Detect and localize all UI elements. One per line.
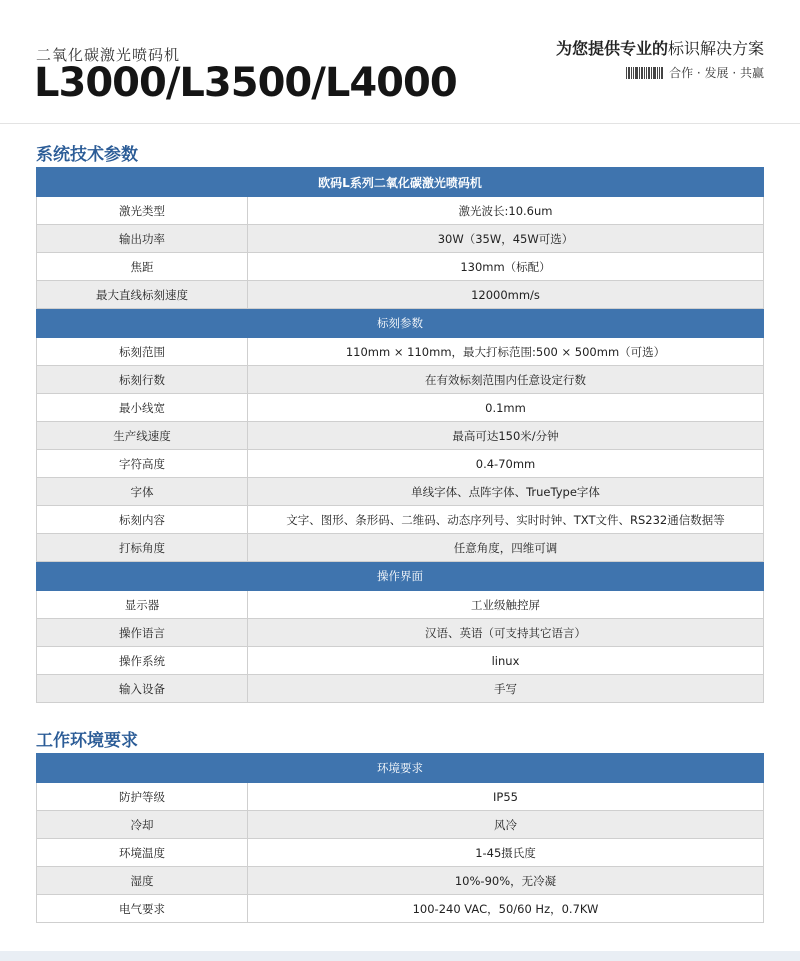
table-row [37, 647, 764, 675]
slogan-bold: 为您提供专业的 [555, 39, 668, 58]
row-label: 电气要求 [37, 895, 248, 923]
table-row [37, 394, 764, 422]
row-label: 最小线宽 [37, 394, 248, 422]
row-value: 任意角度，四维可调 [248, 534, 764, 562]
table-row [37, 867, 764, 895]
row-label: 冷却 [37, 811, 248, 839]
row-label: 输入设备 [37, 675, 248, 703]
row-value: 12000mm/s [248, 281, 764, 309]
table-row [37, 366, 764, 394]
table-row [37, 253, 764, 281]
tagline-row [626, 64, 764, 81]
row-value: 风冷 [248, 811, 764, 839]
row-value: 激光波长:10.6um [248, 197, 764, 225]
tagline: 合作 · 发展 · 共赢 [669, 66, 764, 80]
spec-table [36, 167, 764, 703]
table-row [37, 783, 764, 811]
group-title-marking: 标刻参数 [37, 309, 764, 338]
row-label: 打标角度 [37, 534, 248, 562]
table-row [37, 450, 764, 478]
barcode-icon [626, 67, 663, 79]
row-value: 文字、图形、条形码、二维码、动态序列号、实时时钟、TXT文件、RS232通信数据等 [248, 506, 764, 534]
row-label: 显示器 [37, 591, 248, 619]
row-value: 手写 [248, 675, 764, 703]
env-table [36, 753, 764, 923]
row-value: IP55 [248, 783, 764, 811]
slogan-light: 标识解决方案 [667, 39, 764, 58]
table-header-row [37, 754, 764, 783]
row-label: 输出功率 [37, 225, 248, 253]
group-header-row [37, 309, 764, 338]
table-row [37, 675, 764, 703]
spec-table-title: 欧码L系列二氧化碳激光喷码机 [37, 168, 764, 197]
row-label: 防护等级 [37, 783, 248, 811]
footer-band [0, 951, 800, 961]
row-label: 字符高度 [37, 450, 248, 478]
env-section-title: 工作环境要求 [36, 731, 138, 751]
row-value: 1-45摄氏度 [248, 839, 764, 867]
table-row [37, 591, 764, 619]
group-header-row [37, 562, 764, 591]
row-label: 字体 [37, 478, 248, 506]
row-label: 标刻行数 [37, 366, 248, 394]
table-row [37, 534, 764, 562]
table-row [37, 338, 764, 366]
row-value: 10%-90%，无冷凝 [248, 867, 764, 895]
row-value: 最高可达150米/分钟 [248, 422, 764, 450]
table-header-row [37, 168, 764, 197]
row-label: 操作语言 [37, 619, 248, 647]
row-value: 单线字体、点阵字体、TrueType字体 [248, 478, 764, 506]
row-label: 湿度 [37, 867, 248, 895]
row-label: 操作系统 [37, 647, 248, 675]
row-value: 在有效标刻范围内任意设定行数 [248, 366, 764, 394]
row-label: 焦距 [37, 253, 248, 281]
table-row [37, 478, 764, 506]
row-label: 标刻内容 [37, 506, 248, 534]
product-subtitle: 二氧化碳激光喷码机 [36, 46, 181, 64]
row-value: 0.1mm [248, 394, 764, 422]
row-value: 100-240 VAC，50/60 Hz，0.7KW [248, 895, 764, 923]
row-value: 110mm × 110mm，最大打标范围:500 × 500mm（可选） [248, 338, 764, 366]
model-title: L3000/L3500/L4000 [34, 60, 457, 106]
row-label: 标刻范围 [37, 338, 248, 366]
row-label: 生产线速度 [37, 422, 248, 450]
row-label: 环境温度 [37, 839, 248, 867]
table-row [37, 619, 764, 647]
table-row [37, 281, 764, 309]
env-table-title: 环境要求 [37, 754, 764, 783]
row-value: linux [248, 647, 764, 675]
table-row [37, 225, 764, 253]
group-title-interface: 操作界面 [37, 562, 764, 591]
table-row [37, 506, 764, 534]
row-value: 0.4-70mm [248, 450, 764, 478]
row-value: 工业级触控屏 [248, 591, 764, 619]
row-value: 130mm（标配） [248, 253, 764, 281]
header-divider [0, 123, 800, 124]
spec-section-title: 系统技术参数 [36, 145, 138, 165]
slogan [556, 36, 764, 59]
row-value: 30W（35W，45W可选） [248, 225, 764, 253]
row-label: 最大直线标刻速度 [37, 281, 248, 309]
table-row [37, 895, 764, 923]
table-row [37, 839, 764, 867]
row-value: 汉语、英语（可支持其它语言） [248, 619, 764, 647]
table-row [37, 197, 764, 225]
table-row [37, 811, 764, 839]
table-row [37, 422, 764, 450]
row-label: 激光类型 [37, 197, 248, 225]
